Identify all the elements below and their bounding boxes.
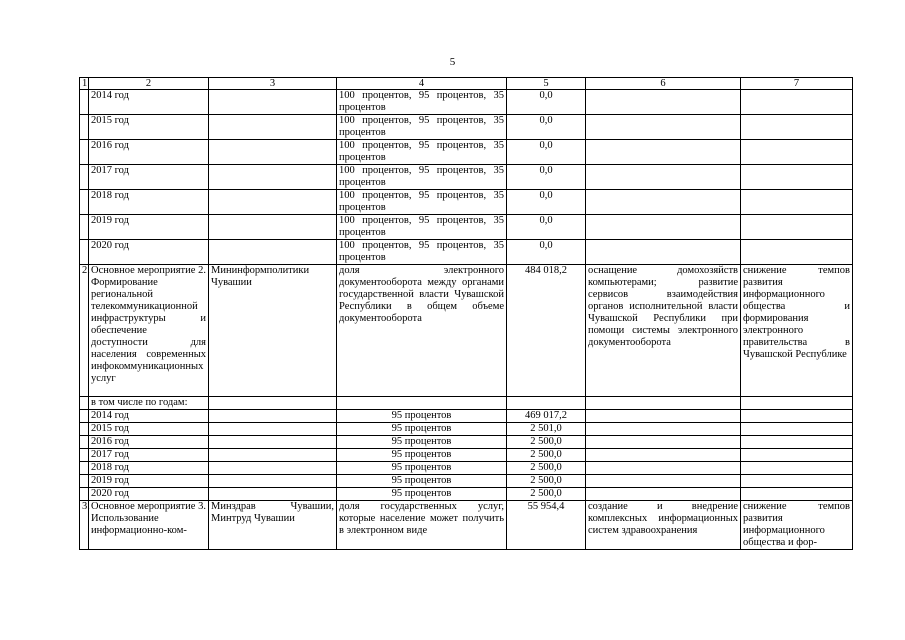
table-cell [337, 397, 507, 410]
table-cell [741, 462, 853, 475]
amount-cell: 2 500,0 [507, 488, 586, 501]
table-cell [209, 488, 337, 501]
amount-cell: 0,0 [507, 115, 586, 140]
indicator-cell: 100 процентов, 95 процентов, 35 процентов [337, 140, 507, 165]
year-cell: 2015 год [89, 423, 209, 436]
table-cell [209, 436, 337, 449]
table-cell [209, 90, 337, 115]
table-row [80, 190, 853, 215]
table-cell [741, 423, 853, 436]
table-cell [80, 190, 89, 215]
indicator-cell: 100 процентов, 95 процентов, 35 процентов [337, 190, 507, 215]
table-cell [741, 165, 853, 190]
table-row [80, 215, 853, 240]
amount-cell: 2 501,0 [507, 423, 586, 436]
table-cell [741, 436, 853, 449]
table-cell [80, 240, 89, 265]
table-cell [209, 165, 337, 190]
table-cell [586, 449, 741, 462]
table-row [80, 488, 853, 501]
amount-cell: 0,0 [507, 190, 586, 215]
table-row [80, 265, 853, 397]
measure-name: Основное мероприятие 2. Формирование региональной телекоммуникационной инфраструктуры и обеспечение доступности для населения современных инфокоммуникационных услуг [89, 265, 209, 397]
table-cell [741, 190, 853, 215]
table-cell [741, 215, 853, 240]
table-cell [586, 488, 741, 501]
indicator-cell: 95 процентов [337, 488, 507, 501]
year-cell: 2019 год [89, 475, 209, 488]
table-cell [209, 215, 337, 240]
amount-cell: 0,0 [507, 215, 586, 240]
year-cell: 2017 год [89, 449, 209, 462]
table-cell [586, 215, 741, 240]
header-cell: 3 [209, 78, 337, 90]
indicator-cell: 95 процентов [337, 475, 507, 488]
table-cell [741, 397, 853, 410]
amount-cell: 2 500,0 [507, 449, 586, 462]
measure-name: Основное мероприятие 3. Использование информационно-ком- [89, 501, 209, 550]
table-cell [80, 215, 89, 240]
header-cell: 5 [507, 78, 586, 90]
indicator-cell: 100 процентов, 95 процентов, 35 процентов [337, 90, 507, 115]
table-cell [80, 449, 89, 462]
table-cell [586, 140, 741, 165]
amount-cell: 0,0 [507, 240, 586, 265]
year-cell: 2014 год [89, 410, 209, 423]
year-cell: 2018 год [89, 462, 209, 475]
executor-cell: Мининформполитики Чувашии [209, 265, 337, 397]
amount-cell: 2 500,0 [507, 475, 586, 488]
table-cell [586, 410, 741, 423]
table-cell [741, 240, 853, 265]
table-cell [741, 475, 853, 488]
year-cell: 2016 год [89, 436, 209, 449]
header-cell: 7 [741, 78, 853, 90]
amount-cell: 484 018,2 [507, 265, 586, 397]
table-cell [741, 410, 853, 423]
item-number: 3. [80, 501, 89, 550]
executor-cell: Минздрав Чувашии, Минтруд Чувашии [209, 501, 337, 550]
header-cell: 1 [80, 78, 89, 90]
table-row [80, 423, 853, 436]
table-cell [586, 90, 741, 115]
program-table [79, 77, 853, 550]
table-cell [80, 115, 89, 140]
table-cell [586, 423, 741, 436]
table-row [80, 115, 853, 140]
table-row [80, 410, 853, 423]
table-cell [741, 115, 853, 140]
table-row [80, 140, 853, 165]
amount-cell: 2 500,0 [507, 436, 586, 449]
indicator-cell: 95 процентов [337, 410, 507, 423]
amount-cell: 0,0 [507, 90, 586, 115]
table-row [80, 240, 853, 265]
risk-cell: снижение темпов развития информационного общества и формирования электронного правительства в Чувашской Республике [741, 265, 853, 397]
year-cell: 2016 год [89, 140, 209, 165]
table-cell [209, 410, 337, 423]
header-cell: 2 [89, 78, 209, 90]
table-cell [80, 436, 89, 449]
indicator-cell: доля государственных услуг, которые население может получить в электронном виде [337, 501, 507, 550]
table-cell [209, 140, 337, 165]
indicator-cell: 100 процентов, 95 процентов, 35 процентов [337, 240, 507, 265]
year-cell: 2014 год [89, 90, 209, 115]
year-cell: 2018 год [89, 190, 209, 215]
risk-cell: снижение темпов развития информационного общества и фор- [741, 501, 853, 550]
table-row [80, 475, 853, 488]
table-cell [80, 165, 89, 190]
table-cell [586, 115, 741, 140]
year-cell: 2015 год [89, 115, 209, 140]
table-row [80, 397, 853, 410]
table-cell [741, 488, 853, 501]
table-row [80, 436, 853, 449]
table-cell [209, 449, 337, 462]
table-cell [80, 140, 89, 165]
table-cell [586, 397, 741, 410]
table-cell [586, 165, 741, 190]
table-cell [586, 475, 741, 488]
result-cell: создание и внедрение комплексных информационных систем здравоохранения [586, 501, 741, 550]
table-row [80, 165, 853, 190]
table-cell [80, 90, 89, 115]
table-cell [80, 488, 89, 501]
table-cell [507, 397, 586, 410]
indicator-cell: 95 процентов [337, 423, 507, 436]
table-cell [586, 240, 741, 265]
table-cell [80, 423, 89, 436]
table-cell [209, 397, 337, 410]
table-cell [80, 462, 89, 475]
table-cell [586, 190, 741, 215]
indicator-cell: 100 процентов, 95 процентов, 35 процентов [337, 115, 507, 140]
amount-cell: 55 954,4 [507, 501, 586, 550]
indicator-cell: 95 процентов [337, 436, 507, 449]
header-row [80, 78, 853, 90]
year-cell: 2020 год [89, 240, 209, 265]
table-row [80, 449, 853, 462]
page-number: 5 [449, 56, 456, 68]
header-cell: 6 [586, 78, 741, 90]
indicator-cell: 95 процентов [337, 449, 507, 462]
header-cell: 4 [337, 78, 507, 90]
table-cell [741, 90, 853, 115]
table-cell [741, 140, 853, 165]
table-cell [80, 475, 89, 488]
table-cell [80, 410, 89, 423]
year-cell: 2020 год [89, 488, 209, 501]
amount-cell: 0,0 [507, 140, 586, 165]
table-cell [209, 240, 337, 265]
result-cell: оснащение домохозяйств компьютерами; развитие сервисов взаимодействия органов исполнительной власти Чувашской Республики при помощи системы электронного документооборота [586, 265, 741, 397]
indicator-cell: 100 процентов, 95 процентов, 35 процентов [337, 215, 507, 240]
table-cell [80, 397, 89, 410]
year-cell: 2019 год [89, 215, 209, 240]
table-row [80, 90, 853, 115]
table-cell [209, 115, 337, 140]
table-row [80, 462, 853, 475]
amount-cell: 469 017,2 [507, 410, 586, 423]
indicator-cell: 95 процентов [337, 462, 507, 475]
table-cell [209, 190, 337, 215]
table-cell [741, 449, 853, 462]
indicator-cell: доля электронного документооборота между органами государственной власти Чувашской Республики в общем объеме документооборота [337, 265, 507, 397]
table-cell [209, 423, 337, 436]
year-cell: 2017 год [89, 165, 209, 190]
table-cell [586, 462, 741, 475]
by-years-label: в том числе по годам: [89, 397, 209, 410]
table-cell [586, 436, 741, 449]
item-number: 2. [80, 265, 89, 397]
amount-cell: 0,0 [507, 165, 586, 190]
amount-cell: 2 500,0 [507, 462, 586, 475]
table-row [80, 501, 853, 550]
table-cell [209, 462, 337, 475]
table-cell [209, 475, 337, 488]
indicator-cell: 100 процентов, 95 процентов, 35 процентов [337, 165, 507, 190]
